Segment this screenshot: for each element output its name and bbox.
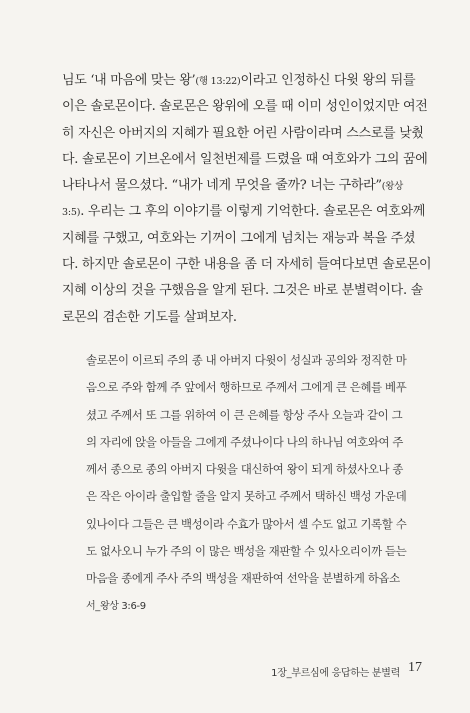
body-line: 님도 ‘내 마음에 맞는 왕’(행 13:22)이라고 인정하신 다윗 왕의 뒤를 <box>62 73 416 88</box>
body-line: 다. 솔로몬이 기브온에서 일천번제를 드렸을 때 여호와가 그의 꿈에 <box>62 151 428 167</box>
body-line: 히 자신은 아버지의 지혜가 필요한 어린 사람이라며 스스로를 낮췄 <box>62 125 424 141</box>
body-line: 로몬의 겸손한 기도를 살펴보자. <box>62 309 237 325</box>
scripture-quote-block <box>86 347 407 620</box>
body-line: 3:5). 우리는 그 후의 이야기를 이렇게 기억한다. 솔로몬은 여호와께 <box>62 204 425 220</box>
quote-line: 셨고 주께서 또 그를 위하여 이 큰 은혜를 항상 주사 오늘과 같이 그 <box>86 407 403 422</box>
page-footer <box>0 660 470 682</box>
quote-line: 솔로몬이 이르되 주의 종 내 아버지 다윗이 성실과 공의와 정직한 마 <box>86 353 407 367</box>
body-line: 지혜를 구했고, 여호와는 기꺼이 그에게 넘치는 재능과 복을 주셨 <box>62 230 416 246</box>
quote-line: 께서 종으로 종의 아버지 다윗을 대신하여 왕이 되게 하셨사오나 종 <box>86 462 404 477</box>
quote-citation: 서_왕상 3:6-9 <box>86 600 146 612</box>
body-line: 이은 솔로몬이다. 솔로몬은 왕위에 오를 때 이미 성인이었지만 여전 <box>62 99 428 115</box>
body-line: 다. 하지만 솔로몬이 구한 내용을 좀 더 자세히 들여다보면 솔로몬이 <box>62 257 432 273</box>
body-line: 지혜 이상의 것을 구했음을 알게 된다. 그것은 바로 분별력이다. 솔 <box>62 283 423 299</box>
quote-line: 있나이다 그들은 큰 백성이라 수효가 많아서 셀 수도 없고 기록할 수 <box>86 516 407 531</box>
quote-line: 마음을 종에게 주사 주의 백성을 재판하여 선악을 분별하게 하옵소 <box>86 571 400 586</box>
quote-line: 음으로 주와 함께 주 앞에서 행하므로 주께서 그에게 큰 은혜를 베푸 <box>86 380 407 395</box>
scripture-reference: (왕상 <box>381 181 404 193</box>
quote-line: 은 작은 아이라 출입할 줄을 알지 못하고 주께서 택하신 백성 가운데 <box>86 489 407 504</box>
running-head: 1장_부르심에 응답하는 분별력 <box>271 668 400 679</box>
scripture-reference: 3:5) <box>62 207 81 219</box>
quote-line: 의 자리에 앉을 아들을 그에게 주셨나이다 나의 하나님 여호와여 주 <box>86 434 404 449</box>
body-paragraph <box>62 68 432 331</box>
body-line: 나타나서 물으셨다. “내가 네게 무엇을 줄까? 너는 구하라”(왕상 <box>62 178 404 194</box>
quote-line: 도 없사오니 누가 주의 이 많은 백성을 재판할 수 있사오리이까 듣는 <box>86 544 407 559</box>
page-number: 17 <box>408 660 422 675</box>
scripture-reference: (행 13:22) <box>195 76 241 87</box>
